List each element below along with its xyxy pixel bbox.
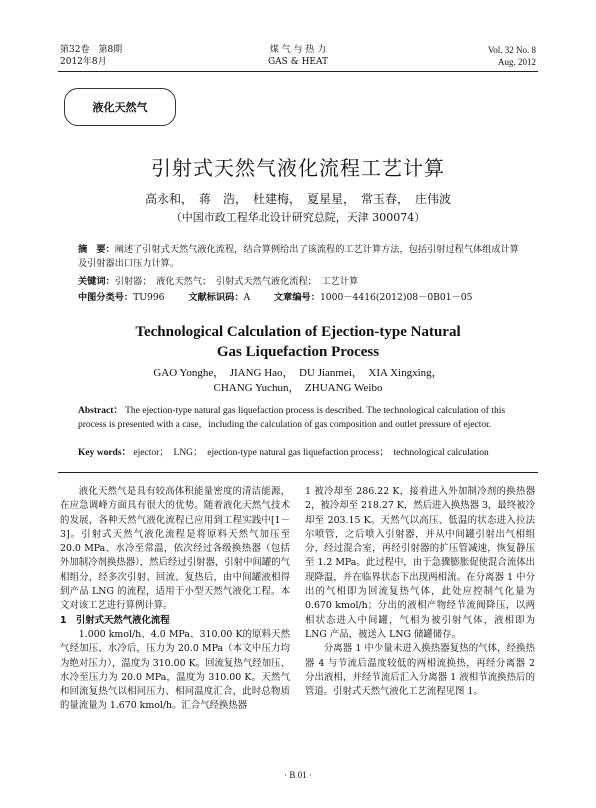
- title-en-line1: Technological Calculation of Ejection-type Natural: [135, 324, 461, 340]
- doc-code: A: [243, 292, 251, 303]
- abstract-text-en: The ejection-type natural gas liquefaction process is described. The technological calculation of this process is presented with a case，including the calculation of gas composition and outlet pressure of ejector.: [78, 406, 506, 430]
- abstract-divider: [58, 472, 538, 473]
- section-heading: 1 引射式天然气液化流程: [60, 614, 170, 626]
- keywords-label-en: Key words：: [78, 448, 132, 458]
- authors-en-line1: GAO Yonghe， JIANG Hao， DU Jianmei， XIA Xingxing，: [153, 367, 443, 379]
- clc-number: TU996: [133, 292, 165, 303]
- body-paragraph: 1.000 kmol/h、4.0 MPa、310.00 K的原料天然气经加压、水冷后，压力为 20.0 MPa（本文中压力均为绝对压力），温度为 310.00 K。回流复热气经加压、水冷至压力为 20.0 MPa，温度为 310.00 K。天然气和回流复热气以相同压力、相同温度汇合，此时总物质的量流量为 1.670 kmol/h。汇合气经换热器: [60, 628, 290, 712]
- keywords-cn: [78, 275, 520, 289]
- keywords-label-cn: 关键词：: [78, 276, 115, 287]
- article-title-en: [0, 322, 596, 362]
- body-paragraph: 液化天然气是具有较高体积能量密度的清洁能源，在应急调峰方面具有很大的优势。随着液化天然气技术的发展，各种天然气液化流程已应用到工程实践中[1－3]。引射式天然气液化流程是将原料天然气加压至 20.0 MPa、水冷至常温，依次经过各级换热器（包括外加制冷剂换热器），然后经过引射器，引射中间罐的气相组分，经多次引射、回流、复热后，由中间罐液相得到产品 LNG 的流程，适用于小型天然气液化工程。本文对该工艺进行算例计算。: [60, 486, 290, 612]
- abstract-label-en: Abstract：: [78, 406, 123, 416]
- issue-date: 2012年8月: [60, 57, 107, 67]
- abstract-text-cn: 阐述了引射式天然气液化流程，结合算例给出了该流程的工艺计算方法，包括引射过程气体组成计算及引射器出口压力计算。: [78, 244, 519, 269]
- keywords-text-cn: 引射器； 液化天然气； 引射式天然气液化流程； 工艺计算: [114, 276, 359, 287]
- affiliation-cn: （中国市政工程华北设计研究总院，天津 300074）: [170, 211, 426, 224]
- abstract-label-cn: 摘 要：: [78, 244, 115, 255]
- body-column-left: [60, 485, 290, 714]
- abstract-cn: [78, 243, 520, 270]
- journal-name-cn: 煤 气 与 热 力: [269, 45, 327, 55]
- article-title-cn: 引射式天然气液化流程工艺计算: [151, 156, 445, 180]
- article-id-label: 文章编号：: [274, 292, 320, 303]
- authors-en: [0, 366, 596, 396]
- header-divider: [58, 71, 538, 72]
- keywords-en: [78, 446, 520, 460]
- body-column-right: [305, 485, 535, 699]
- doc-code-label: 文献标识码：: [188, 292, 244, 303]
- authors-cn: 高永和， 蒋 浩， 杜建梅， 夏星星， 常玉春， 庄伟波: [144, 192, 451, 206]
- body-paragraph: 分离器 1 中少量未进入换热器复热的气体，经换热器 4 与节流后温度较低的两相流换热，再经分离器 2 分出液相，并经节流后汇入分离器 1 液相节流换热后的管道。引射式天然气液化工艺流程见图 1。: [305, 643, 535, 698]
- volume-issue-en: Vol. 32 No. 8: [487, 45, 536, 55]
- abstract-en: [78, 404, 520, 432]
- article-id: 1000－4416(2012)08－0B01－05: [319, 292, 473, 303]
- journal-name-en: GAS & HEAT: [267, 57, 329, 67]
- issue-date-en: Aug. 2012: [498, 57, 536, 67]
- body-paragraph: 1 被冷却至 286.22 K，接着进入外加制冷剂的换热器 2，被冷却至 218.27 K，然后进入换热器 3，最终被冷却至 203.15 K。天然气以高压、低温的状态进入拉法尔喷管，之后喷入引射器，并从中间罐引射出气相组分，经过混合室，再经引射器的扩压管减速，恢复静压至 1.2 MPa。此过程中，由于急骤膨胀促使混合流体出现降温，并在临界状态下出现两相流。在分离器 1 中分出的气相即为回流复热气体，此处应控制气化量为 0.670 kmol/h；分出的液相产物经节流阀降压，以两相状态进入中间罐，气相为被引射气体，液相即为 LNG 产品，被送入 LNG 储罐储存。: [305, 486, 535, 640]
- title-en-line2: Gas Liquefaction Process: [216, 344, 380, 360]
- classification-line: [78, 291, 520, 305]
- volume-issue: 第32卷 第8期: [60, 45, 123, 55]
- authors-en-line2: CHANG Yuchun， ZHUANG Weibo: [213, 382, 383, 394]
- page-number: · B 01 ·: [284, 770, 312, 780]
- keywords-text-en: ejector； LNG； ejection-type natural gas liquefaction process； technological calculation: [133, 448, 489, 458]
- section-badge: 液化天然气: [64, 88, 176, 126]
- journal-volume-info-en: [488, 44, 536, 68]
- clc-label: 中图分类号：: [78, 292, 134, 303]
